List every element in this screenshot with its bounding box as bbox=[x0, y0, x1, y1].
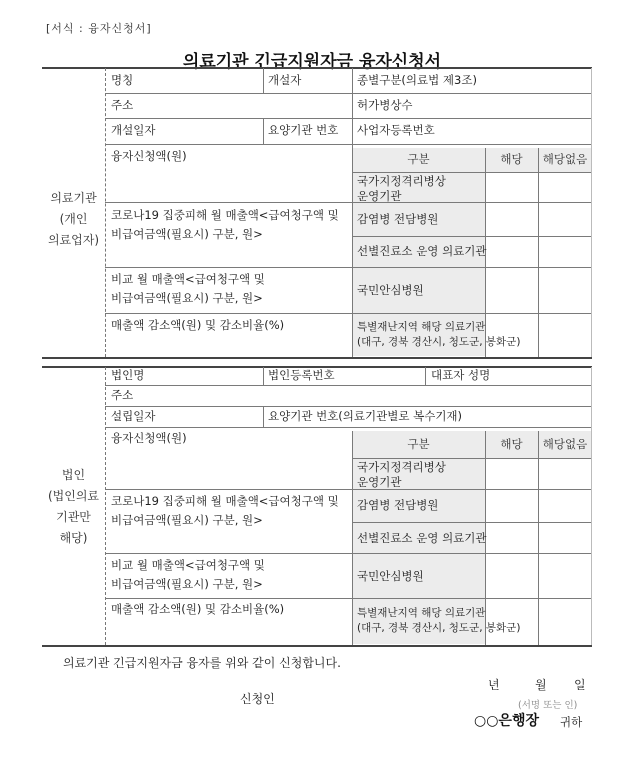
bank-name: ○○은행장 bbox=[474, 713, 540, 729]
honorific: 귀하 bbox=[560, 715, 583, 729]
field-address[interactable]: 주소 bbox=[111, 98, 134, 112]
field-open-date[interactable]: 개설일자 bbox=[111, 123, 156, 137]
section-label-individual: 의료기관 (개인 의료업자) bbox=[47, 191, 100, 247]
grid-row-screening: 선별진료소 운영 의료기관 bbox=[357, 531, 487, 545]
grid-header-category: 구분 bbox=[407, 437, 430, 451]
grid-header-not-applicable: 해당없음 bbox=[542, 437, 588, 451]
field-sales-decrease[interactable]: 매출액 감소액(원) 및 감소비율(%) bbox=[111, 318, 285, 332]
page-title: 의료기관 긴급지원자금 융자신청서 bbox=[182, 52, 442, 72]
field-founder[interactable]: 개설자 bbox=[268, 73, 302, 87]
field-corp-sales-decrease[interactable]: 매출액 감소액(원) 및 감소비율(%) bbox=[111, 602, 285, 616]
field-corp-name[interactable]: 법인명 bbox=[111, 368, 145, 382]
grid-row-disaster: 특별재난지역 해당 의료기관 (대구, 경북 경산시, 청도군, 봉화군) bbox=[357, 607, 521, 634]
grid-row-screening: 선별진료소 운영 의료기관 bbox=[357, 244, 487, 258]
field-type[interactable]: 종별구분(의료법 제3조) bbox=[357, 73, 477, 87]
field-corp-address[interactable]: 주소 bbox=[111, 388, 134, 402]
statement: 의료기관 긴급지원자금 융자를 위와 같이 신청합니다. bbox=[63, 656, 341, 670]
grid-row-safe-hospital: 국민안심병원 bbox=[357, 569, 424, 583]
signature-note[interactable]: (서명 또는 인) bbox=[518, 700, 578, 711]
field-biz-no[interactable]: 사업자등록번호 bbox=[357, 123, 435, 137]
grid-row-infection: 감염병 전담병원 bbox=[357, 498, 439, 512]
grid-row-disaster: 특별재난지역 해당 의료기관 (대구, 경북 경산시, 청도군, 봉화군) bbox=[357, 321, 521, 348]
field-beds[interactable]: 허가병상수 bbox=[357, 98, 413, 112]
field-corp-loan-amount[interactable]: 융자신청액(원) bbox=[111, 431, 187, 445]
year-label[interactable]: 년 bbox=[488, 678, 500, 692]
field-name[interactable]: 명칭 bbox=[111, 73, 134, 87]
day-label[interactable]: 일 bbox=[574, 678, 586, 692]
grid-header-applicable: 해당 bbox=[500, 152, 523, 166]
grid-row-isolation: 국가지정격리병상 운영기관 bbox=[357, 460, 446, 489]
field-care-no[interactable]: 요양기관 번호 bbox=[268, 123, 339, 137]
grid-row-isolation: 국가지정격리병상 운영기관 bbox=[357, 174, 446, 203]
field-est-date[interactable]: 설립일자 bbox=[111, 409, 156, 423]
field-corp-sales-compare[interactable]: 비교 월 매출액<급여청구액 및 비급여금액(필요시) 구분, 원> bbox=[111, 558, 265, 591]
field-corp-care-no[interactable]: 요양기관 번호(의료기관별로 복수기재) bbox=[268, 409, 463, 423]
applicant-label: 신청인 bbox=[240, 692, 275, 706]
grid-row-safe-hospital: 국민안심병원 bbox=[357, 283, 424, 297]
field-sales-corona[interactable]: 코로나19 집중피해 월 매출액<급여청구액 및 비급여금액(필요시) 구분, 원> bbox=[111, 208, 339, 241]
grid-header-not-applicable: 해당없음 bbox=[542, 152, 588, 166]
field-rep[interactable]: 대표자 성명 bbox=[431, 368, 491, 382]
section-label-corporate: 법인 (법인의료 기관만 해당) bbox=[47, 468, 100, 545]
grid-header-category: 구분 bbox=[407, 152, 430, 166]
field-sales-compare[interactable]: 비교 월 매출액<급여청구액 및 비급여금액(필요시) 구분, 원> bbox=[111, 272, 265, 305]
form-label: [서식 : 융자신청서] bbox=[46, 22, 152, 35]
month-label[interactable]: 월 bbox=[535, 678, 547, 692]
field-corp-sales-corona[interactable]: 코로나19 집중피해 월 매출액<급여청구액 및 비급여금액(필요시) 구분, 원> bbox=[111, 494, 339, 527]
grid-header-applicable: 해당 bbox=[500, 437, 523, 451]
grid-row-infection: 감염병 전담병원 bbox=[357, 212, 439, 226]
field-loan-amount[interactable]: 융자신청액(원) bbox=[111, 149, 187, 163]
field-corp-reg[interactable]: 법인등록번호 bbox=[268, 368, 335, 382]
